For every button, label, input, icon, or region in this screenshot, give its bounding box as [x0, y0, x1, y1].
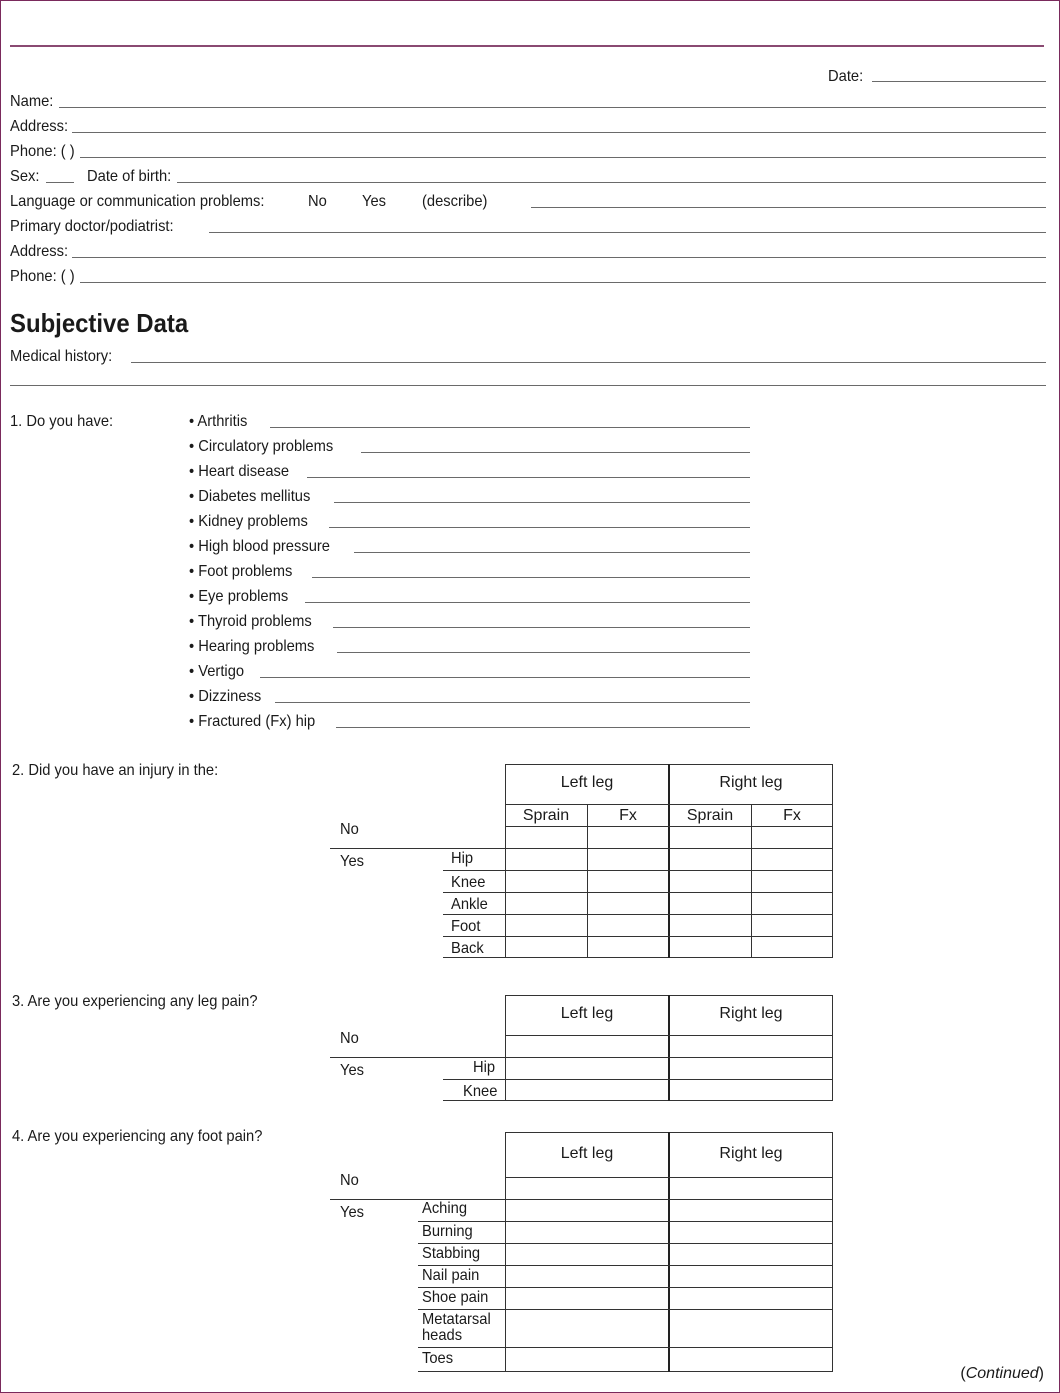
q2-left-leg-header: Left leg: [560, 774, 614, 791]
q4-answer-cell[interactable]: [671, 1223, 831, 1241]
q2-answer-cell[interactable]: [507, 872, 585, 890]
q4-answer-cell[interactable]: [507, 1223, 667, 1241]
q3-answer-cell[interactable]: [671, 1037, 831, 1055]
q2-row-rule: [443, 870, 833, 871]
q4-row-label-nail-pain: Nail pain: [422, 1267, 480, 1284]
q4-row-rule: [418, 1221, 833, 1222]
q4-row-rule: [418, 1265, 833, 1266]
name-field[interactable]: [59, 107, 1046, 108]
q1-item-field[interactable]: [337, 652, 750, 653]
q2-answer-cell[interactable]: [671, 916, 749, 934]
sex-label: Sex:: [10, 168, 40, 185]
q2-no-label: No: [340, 821, 359, 838]
medical-history-field[interactable]: [131, 362, 1046, 363]
q3-row-label-hip: Hip: [473, 1059, 496, 1076]
q4-row-rule: [418, 1243, 833, 1244]
q2-left-sprain-header: Sprain: [522, 807, 570, 824]
doctor-address-label: Address:: [10, 243, 69, 260]
q4-answer-cell[interactable]: [671, 1245, 831, 1263]
q1-item-label: • Eye problems: [189, 588, 289, 605]
q2-answer-cell[interactable]: [507, 850, 585, 868]
q2-answer-cell[interactable]: [589, 916, 667, 934]
doctor-phone-field[interactable]: [80, 282, 1046, 283]
q4-answer-cell[interactable]: [671, 1349, 831, 1369]
q2-answer-cell[interactable]: [753, 872, 831, 890]
q4-row-rule: [418, 1309, 833, 1310]
q3-answer-cell[interactable]: [671, 1081, 831, 1099]
q2-header-rule: [505, 804, 833, 805]
q2-answer-cell[interactable]: [589, 894, 667, 912]
q2-subheader-rule: [505, 826, 833, 827]
q4-row-rule: [418, 1347, 833, 1348]
q2-answer-cell[interactable]: [507, 828, 585, 846]
q3-answer-cell[interactable]: [507, 1059, 667, 1077]
q1-item-field[interactable]: [354, 552, 750, 553]
q1-item-label: • Arthritis: [189, 413, 248, 430]
doctor-address-field[interactable]: [72, 257, 1046, 258]
q4-row-label-shoe-pain: Shoe pain: [422, 1289, 489, 1306]
q2-answer-cell[interactable]: [671, 850, 749, 868]
q1-item-label: • Heart disease: [189, 463, 290, 480]
q2-answer-cell[interactable]: [671, 872, 749, 890]
date-field[interactable]: [872, 81, 1046, 82]
language-describe-label: (describe): [422, 193, 488, 210]
q3-answer-cell[interactable]: [507, 1037, 667, 1055]
q2-no-yes-rule: [330, 848, 833, 849]
q4-answer-cell[interactable]: [671, 1201, 831, 1219]
medical-history-label: Medical history:: [10, 348, 113, 365]
q4-answer-cell[interactable]: [507, 1179, 667, 1197]
doctor-field[interactable]: [209, 232, 1046, 233]
continued-text: Continued: [965, 1365, 1039, 1382]
q4-row-rule: [418, 1371, 505, 1372]
dob-field[interactable]: [177, 182, 1046, 183]
q1-item-label: • Foot problems: [189, 563, 293, 580]
q1-item-label: • High blood pressure: [189, 538, 330, 555]
q1-item-label: • Dizziness: [189, 688, 262, 705]
q2-col-divider: [751, 804, 752, 958]
q3-no-yes-rule: [330, 1057, 833, 1058]
q1-item-label: • Thyroid problems: [189, 613, 312, 630]
q2-label: 2. Did you have an injury in the:: [12, 762, 219, 779]
q2-row-rule: [443, 957, 505, 958]
q3-right-leg-header: Right leg: [719, 1005, 783, 1022]
q2-row-rule: [443, 936, 833, 937]
q4-no-label: No: [340, 1172, 359, 1189]
q3-no-label: No: [340, 1030, 359, 1047]
name-label: Name:: [10, 93, 54, 110]
q4-answer-cell[interactable]: [671, 1179, 831, 1197]
q2-answer-cell[interactable]: [753, 916, 831, 934]
q2-answer-cell[interactable]: [671, 894, 749, 912]
q2-right-sprain-header: Sprain: [686, 807, 734, 824]
q4-answer-cell[interactable]: [507, 1349, 667, 1369]
q4-leg-divider: [668, 1132, 670, 1372]
q2-yes-label: Yes: [340, 853, 365, 870]
q4-answer-cell[interactable]: [507, 1311, 667, 1345]
continued-note: (Continued): [960, 1365, 1044, 1382]
q3-row-label-knee: Knee: [463, 1083, 498, 1100]
q4-left-leg-header: Left leg: [560, 1145, 614, 1162]
q2-answer-cell[interactable]: [589, 828, 667, 846]
q1-item-field[interactable]: [333, 627, 750, 628]
q2-answer-cell[interactable]: [753, 938, 831, 956]
q2-row-rule: [443, 914, 833, 915]
q1-item-field[interactable]: [312, 577, 750, 578]
q1-item-field[interactable]: [361, 452, 750, 453]
q3-answer-cell[interactable]: [507, 1081, 667, 1099]
sex-field[interactable]: [46, 182, 74, 183]
q1-item-field[interactable]: [334, 502, 750, 503]
q1-label: 1. Do you have:: [10, 413, 114, 430]
q4-row-label-aching: Aching: [422, 1200, 468, 1217]
q1-item-label: • Fractured (Fx) hip: [189, 713, 316, 730]
q2-right-fx-header: Fx: [783, 807, 801, 824]
q2-row-label-hip: Hip: [451, 850, 474, 867]
q1-item-label: • Hearing problems: [189, 638, 315, 655]
q2-row-label-foot: Foot: [451, 918, 481, 935]
address-field[interactable]: [72, 132, 1046, 133]
q3-header-rule: [505, 1035, 833, 1036]
q3-row-rule: [443, 1079, 833, 1080]
q4-label: 4. Are you experiencing any foot pain?: [12, 1128, 263, 1145]
q2-answer-cell[interactable]: [589, 850, 667, 868]
q2-answer-cell[interactable]: [753, 894, 831, 912]
q4-answer-cell[interactable]: [671, 1289, 831, 1307]
q1-item-label: • Diabetes mellitus: [189, 488, 311, 505]
q3-left-leg-header: Left leg: [560, 1005, 614, 1022]
q2-row-rule: [443, 892, 833, 893]
q2-left-fx-header: Fx: [619, 807, 637, 824]
q4-answer-cell[interactable]: [507, 1245, 667, 1263]
q1-item-field[interactable]: [270, 427, 750, 428]
q4-row-label-metatarsal-heads: Metatarsal heads: [422, 1311, 491, 1344]
q1-item-label: • Vertigo: [189, 663, 245, 680]
language-label: Language or communication problems:: [10, 193, 265, 210]
q3-answer-cell[interactable]: [671, 1059, 831, 1077]
q4-answer-cell[interactable]: [507, 1267, 667, 1285]
q4-answer-cell[interactable]: [671, 1267, 831, 1285]
q4-row-label-burning: Burning: [422, 1223, 473, 1240]
q1-item-field[interactable]: [305, 602, 750, 603]
q2-leg-divider: [668, 764, 670, 958]
address-label: Address:: [10, 118, 69, 135]
q2-answer-cell[interactable]: [507, 894, 585, 912]
q2-col-divider: [587, 804, 588, 958]
section-title: Subjective Data: [10, 308, 189, 338]
language-describe-field[interactable]: [531, 207, 1046, 208]
q2-answer-cell[interactable]: [671, 938, 749, 956]
q4-row-label-stabbing: Stabbing: [422, 1245, 481, 1262]
q2-row-label-ankle: Ankle: [451, 896, 488, 913]
q1-item-label: • Kidney problems: [189, 513, 308, 530]
doctor-label: Primary doctor/podiatrist:: [10, 218, 174, 235]
q1-item-field[interactable]: [329, 527, 750, 528]
q3-label: 3. Are you experiencing any leg pain?: [12, 993, 258, 1010]
phone-label: Phone: ( ): [10, 143, 75, 160]
q2-answer-cell[interactable]: [507, 916, 585, 934]
q4-answer-cell[interactable]: [507, 1289, 667, 1307]
q4-yes-label: Yes: [340, 1204, 365, 1221]
q1-item-field[interactable]: [275, 702, 750, 703]
phone-field[interactable]: [80, 157, 1046, 158]
doctor-phone-label: Phone: ( ): [10, 268, 75, 285]
q2-row-label-back: Back: [451, 940, 484, 957]
header-rule: [10, 45, 1044, 47]
q1-item-field[interactable]: [307, 477, 750, 478]
q2-answer-cell[interactable]: [589, 872, 667, 890]
q2-row-label-knee: Knee: [451, 874, 486, 891]
date-label: Date:: [828, 68, 864, 85]
q4-header-rule: [505, 1177, 833, 1178]
q4-no-yes-rule: [330, 1199, 833, 1200]
q1-item-field[interactable]: [260, 677, 750, 678]
medical-history-field-2[interactable]: [10, 385, 1046, 386]
q4-right-leg-header: Right leg: [719, 1145, 783, 1162]
q4-row-rule: [418, 1287, 833, 1288]
q3-yes-label: Yes: [340, 1062, 365, 1079]
q2-answer-cell[interactable]: [753, 850, 831, 868]
q1-item-label: • Circulatory problems: [189, 438, 334, 455]
q2-right-leg-header: Right leg: [719, 774, 783, 791]
q2-answer-cell[interactable]: [507, 938, 585, 956]
q2-answer-cell[interactable]: [753, 828, 831, 846]
q4-answer-cell[interactable]: [507, 1201, 667, 1219]
q2-answer-cell[interactable]: [589, 938, 667, 956]
language-yes-option[interactable]: Yes: [362, 193, 387, 210]
q4-answer-cell[interactable]: [671, 1311, 831, 1345]
language-no-option[interactable]: No: [308, 193, 327, 210]
q4-row-label-toes: Toes: [422, 1350, 454, 1367]
dob-label: Date of birth:: [87, 168, 172, 185]
q3-row-rule: [443, 1100, 505, 1101]
q2-answer-cell[interactable]: [671, 828, 749, 846]
q1-item-field[interactable]: [336, 727, 750, 728]
